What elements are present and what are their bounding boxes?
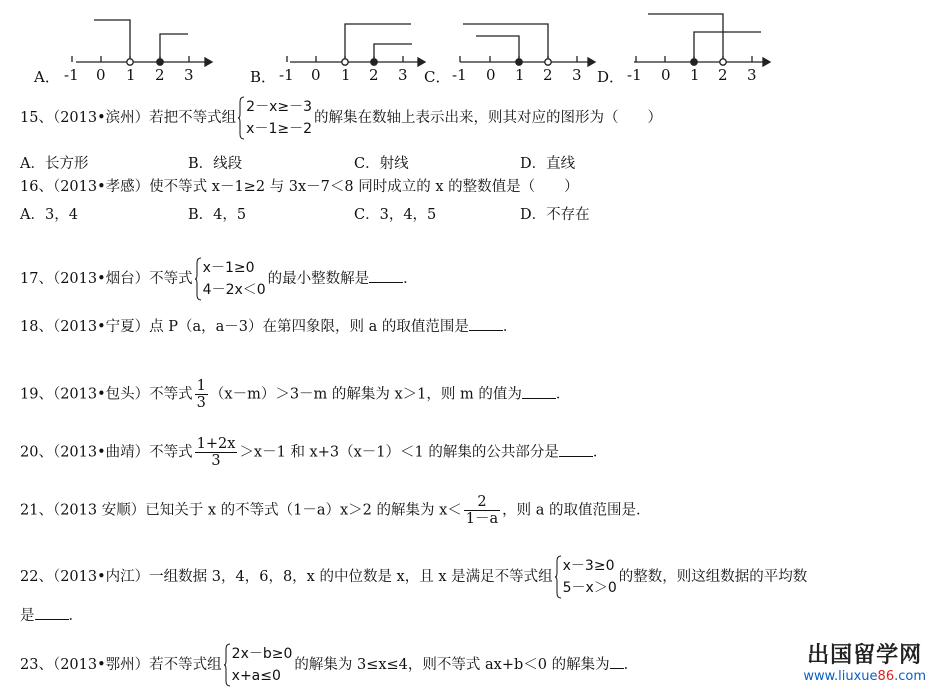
question-text: ＞x－1 和 x+3（x－1）＜1 的解集的公共部分是 <box>239 444 559 461</box>
tick-label: 3 <box>398 66 408 84</box>
question-22 <box>20 555 807 599</box>
tick-label: 1 <box>126 66 136 84</box>
option-a: A．3，4 <box>20 207 78 223</box>
question-text: ． <box>592 444 608 461</box>
tick-label: 1 <box>341 66 351 84</box>
tick-label: -1 <box>279 66 294 84</box>
answer-blank[interactable] <box>369 268 403 283</box>
question-text: （x－m）＞3－m 的解集为 x＞1，则 m 的值为 <box>209 386 522 403</box>
question-text: 17、（2013•烟台）不等式 <box>20 271 193 287</box>
tick-label: -1 <box>627 66 642 84</box>
option-c: C．3，4，5 <box>354 207 437 223</box>
fraction-denominator: 1－a <box>465 511 499 527</box>
inequality-system <box>195 257 266 301</box>
question-text: 的最小整数解是 <box>267 271 370 287</box>
option-b: B．线段 <box>188 156 243 172</box>
question-text: 21、（2013 安顺）已知关于 x 的不等式（1－a）x＞2 的解集为 x＜ <box>20 502 462 519</box>
question-19 <box>20 378 570 411</box>
brace-icon <box>195 257 202 301</box>
option-d: D．直线 <box>520 156 576 172</box>
question-17 <box>20 257 418 301</box>
system-row: 2－x≥－3 <box>246 99 312 115</box>
question-text: ． <box>623 657 639 673</box>
question-text: ． <box>502 319 518 335</box>
watermark-url-part: .com <box>894 669 926 684</box>
option-c-label: C． <box>424 68 451 86</box>
question-text: 的整数，则这组数据的平均数 <box>618 569 808 585</box>
system-row: x－1≥－2 <box>246 121 312 137</box>
question-text: 的解集在数轴上表示出来，则其对应的图形为（ ） <box>314 110 662 126</box>
inequality-system <box>238 96 312 140</box>
watermark-url-part: www.liuxue <box>803 669 878 684</box>
option-d-label: D． <box>597 68 625 86</box>
question-16 <box>20 177 579 197</box>
option-b-label: B． <box>250 68 277 86</box>
option-b: B．4，5 <box>188 207 247 223</box>
fraction-denominator: 3 <box>211 453 221 469</box>
fraction-denominator: 3 <box>196 395 206 411</box>
option-a-label: A． <box>34 68 60 86</box>
system-row: x－1≥0 <box>202 260 255 276</box>
inequality-system <box>555 555 617 599</box>
tick-label: 2 <box>369 66 379 84</box>
tick-label: 0 <box>311 66 321 84</box>
tick-label: 2 <box>718 66 728 84</box>
question-text: 15、（2013•滨州）若把不等式组 <box>20 110 237 126</box>
option-d: D．不存在 <box>520 207 590 223</box>
fraction-numerator: 1+2x <box>196 436 236 452</box>
question-text: 16、（2013•孝感）使不等式 x－1≥2 与 3x－7＜8 同时成立的 x 的整数值是（ ） <box>20 179 579 195</box>
fraction-numerator: 2 <box>464 494 500 511</box>
question-21 <box>20 494 651 527</box>
question-text: 18、（2013•宁夏）点 P（a，a－3）在第四象限，则 a 的取值范围是 <box>20 319 469 335</box>
tick-label: 1 <box>690 66 700 84</box>
numberline-figures <box>0 0 946 90</box>
tick-label: 2 <box>543 66 553 84</box>
fraction <box>195 436 238 469</box>
tick-label: 3 <box>572 66 582 84</box>
brace-icon <box>555 555 562 599</box>
inequality-system <box>224 643 293 687</box>
tick-label: 0 <box>96 66 106 84</box>
question-18 <box>20 316 517 337</box>
question-23 <box>20 643 638 687</box>
answer-blank[interactable] <box>35 605 69 620</box>
brace-icon <box>238 96 245 140</box>
tick-label: -1 <box>64 66 79 84</box>
tick-label: 2 <box>155 66 165 84</box>
answer-blank[interactable] <box>559 442 593 457</box>
question-20 <box>20 436 607 469</box>
watermark-title: 出国留学网 <box>807 643 923 668</box>
watermark-url-part: 86 <box>877 669 895 684</box>
system-row: x－3≥0 <box>562 558 615 574</box>
question-text: ，则 a 的取值范围是． <box>502 502 651 519</box>
tick-label: 3 <box>747 66 757 84</box>
brace-icon <box>224 643 231 687</box>
question-15 <box>20 96 662 140</box>
fraction <box>195 378 208 411</box>
system-row: 2x－b≥0 <box>231 646 293 662</box>
tick-label: 1 <box>515 66 525 84</box>
question-text: ． <box>555 386 571 403</box>
answer-blank[interactable] <box>469 316 503 331</box>
fraction-numerator: 1 <box>196 378 206 394</box>
question-text: 20、（2013•曲靖）不等式 <box>20 444 193 461</box>
question-text: ． <box>68 608 83 624</box>
question-text: 是 <box>20 608 35 624</box>
answer-blank[interactable] <box>522 384 556 399</box>
question-text: 22、（2013•内江）一组数据 3，4，6，8，x 的中位数是 x，且 x 是满足不等式组 <box>20 569 553 585</box>
option-c: C．射线 <box>354 156 409 172</box>
option-a: A．长方形 <box>20 156 89 172</box>
system-row: x+a≤0 <box>231 668 281 684</box>
system-row: 4－2x＜0 <box>202 282 266 298</box>
watermark-url <box>803 669 926 684</box>
question-text: 23、（2013•鄂州）若不等式组 <box>20 657 222 673</box>
system-row: 5－x＞0 <box>562 580 617 596</box>
question-22-continued <box>20 605 83 626</box>
tick-label: 3 <box>184 66 194 84</box>
tick-label: -1 <box>452 66 467 84</box>
question-text: ． <box>403 271 418 287</box>
fraction <box>464 494 500 527</box>
site-watermark <box>803 638 926 684</box>
tick-label: 0 <box>486 66 496 84</box>
tick-label: 0 <box>661 66 671 84</box>
question-text: 19、（2013•包头）不等式 <box>20 386 193 403</box>
question-text: 的解集为 3≤x≤4，则不等式 ax+b＜0 的解集为 <box>294 657 610 673</box>
answer-blank[interactable] <box>610 654 624 669</box>
